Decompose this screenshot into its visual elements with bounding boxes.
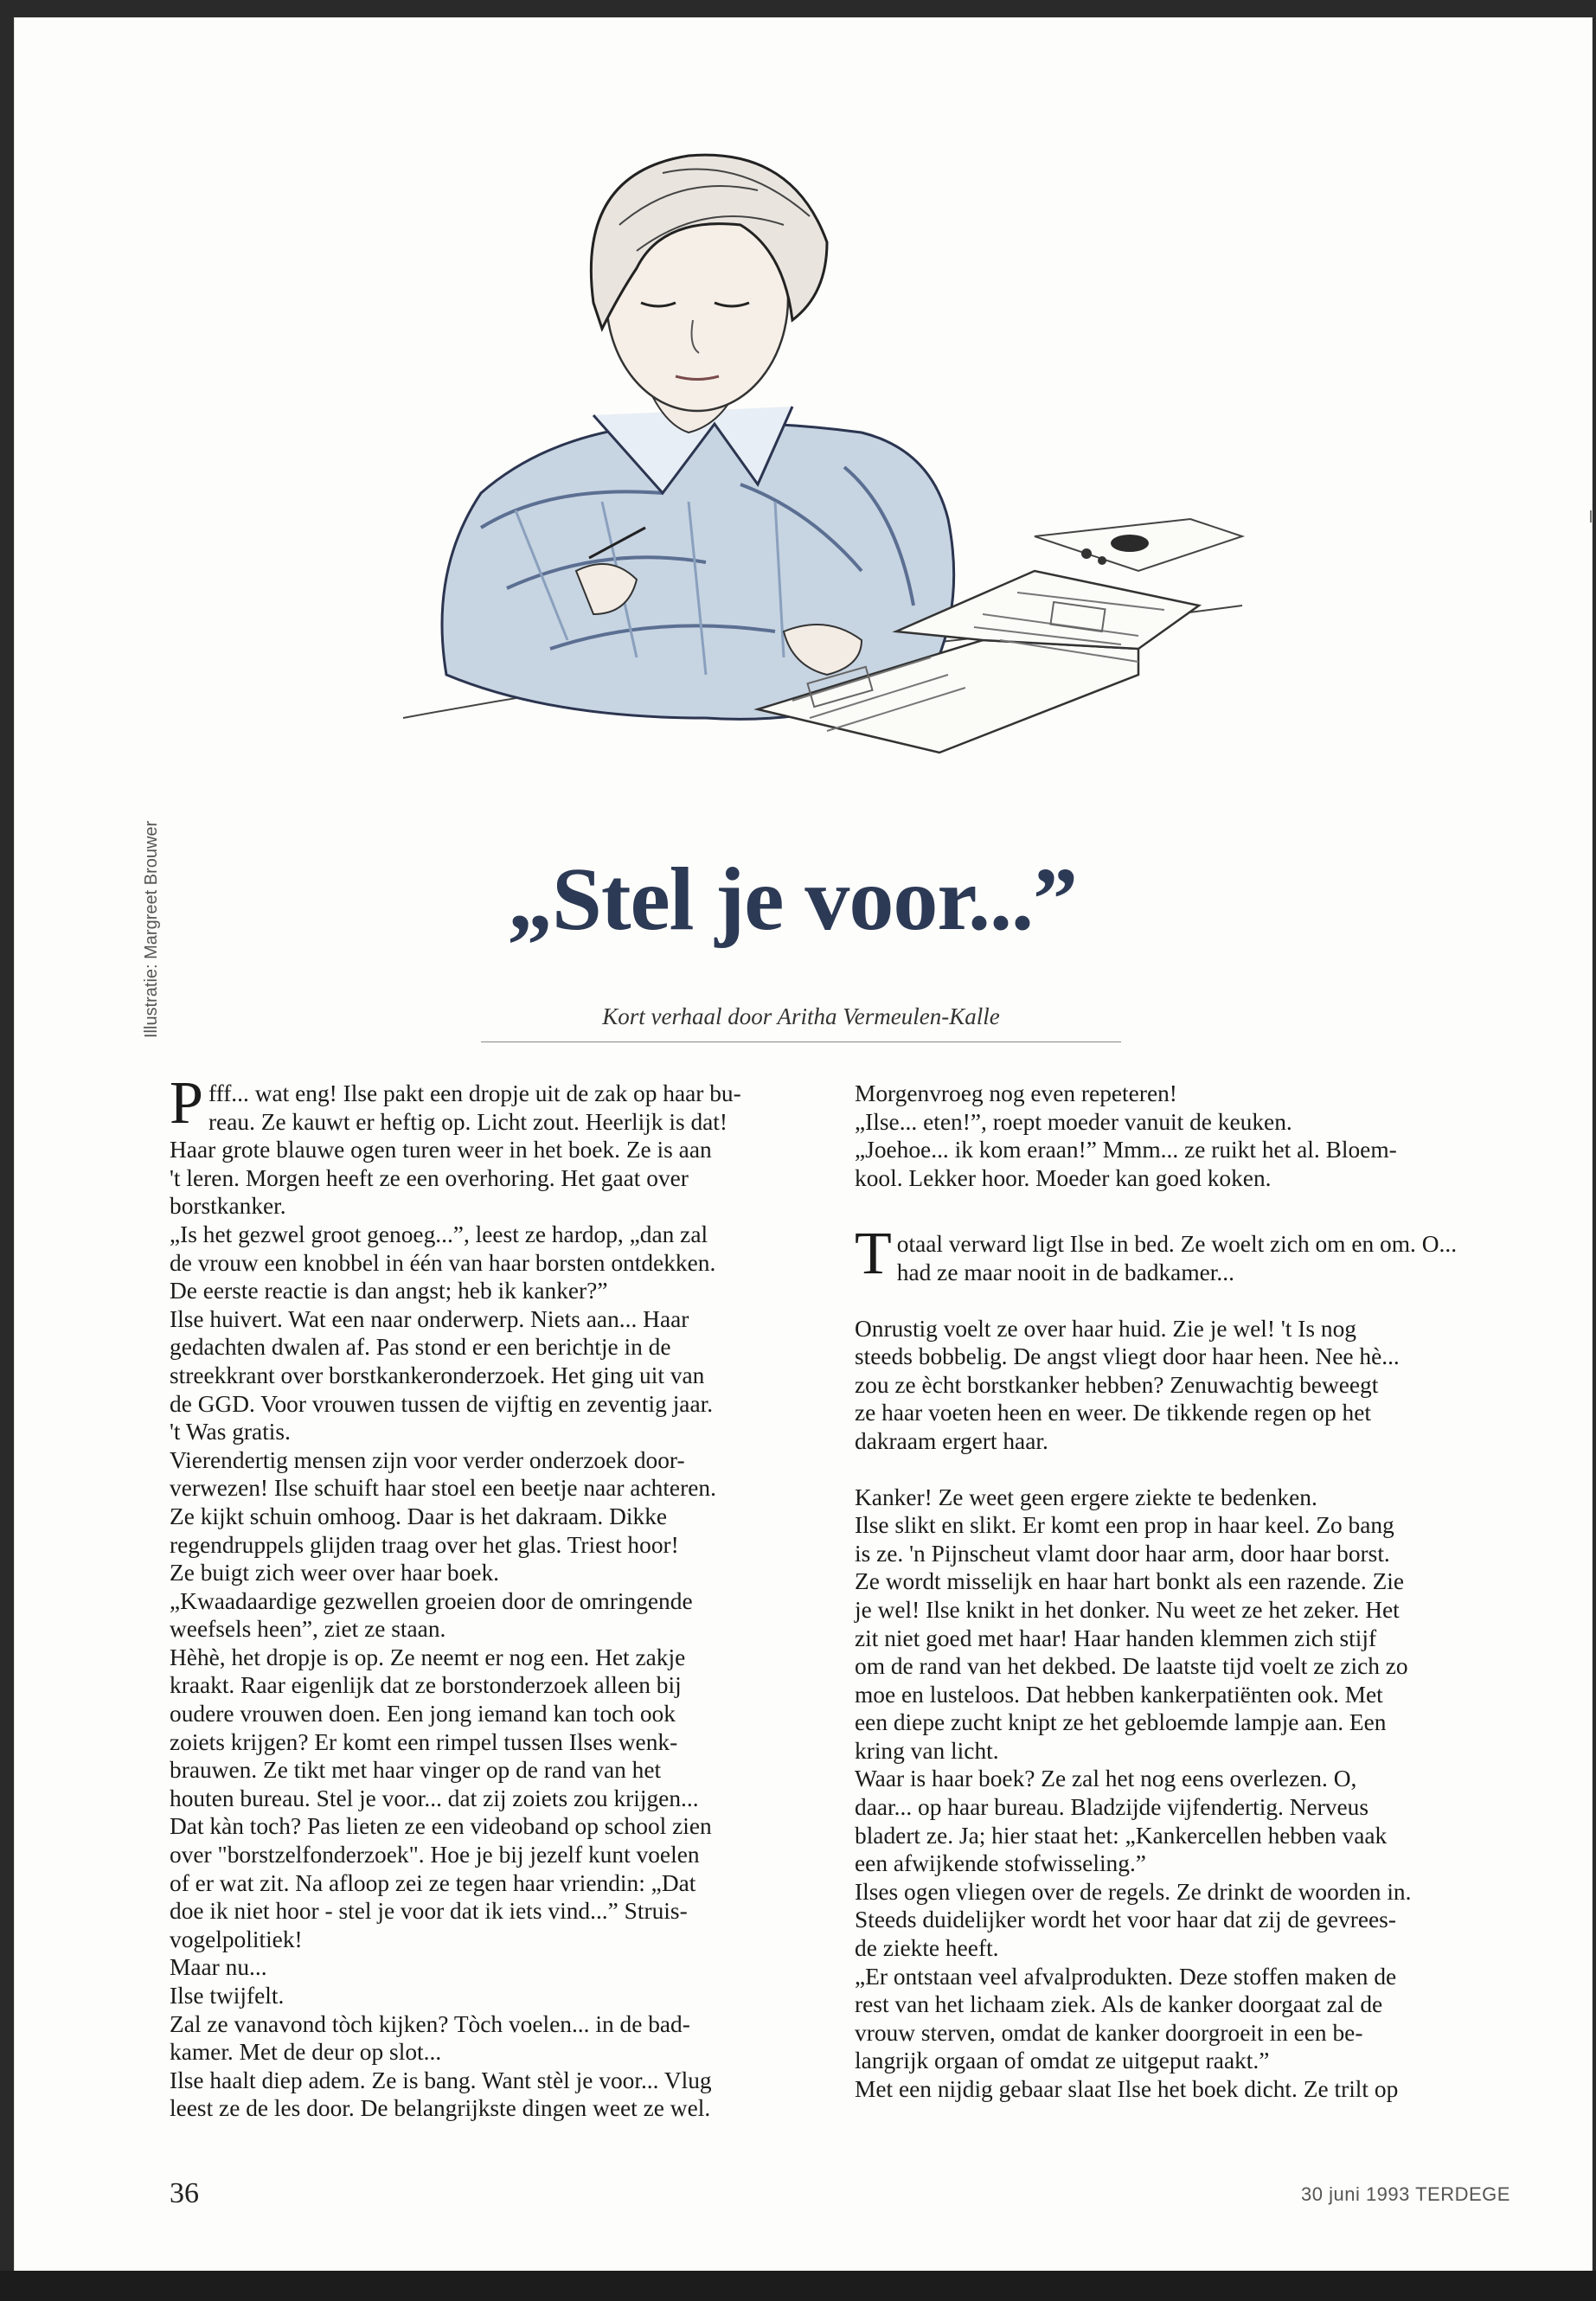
text-line: kool. Lekker hoor. Moeder kan goed koken. xyxy=(855,1164,1272,1191)
text-line: Ze wordt misselijk en haar hart bonkt als een razende. Zie xyxy=(855,1568,1405,1595)
text-line: Kanker! Ze weet geen ergere ziekte te bedenken. xyxy=(855,1484,1317,1510)
text-line: gedachten dwalen af. Pas stond er een berichtje in de xyxy=(170,1334,671,1361)
text-line: streekkrant over borstkankeronderzoek. Het ging uit van xyxy=(170,1362,705,1388)
text-line: „Er ontstaan veel afvalprodukten. Deze stoffen maken de xyxy=(855,1963,1397,1990)
text-line: Vierendertig mensen zijn voor verder onderzoek door- xyxy=(170,1446,685,1473)
section-break-block xyxy=(855,1221,1469,1288)
text-line: ze haar voeten heen en weer. De tikkende regen op het xyxy=(855,1400,1371,1426)
text-line: kraakt. Raar eigenlijk dat ze borstonderzoek alleen bij xyxy=(170,1672,682,1699)
text-line: dakraam ergert haar. xyxy=(855,1427,1048,1454)
text-line: „Kwaadaardige gezwellen groeien door de omringende xyxy=(170,1587,693,1614)
text-line: moe en lusteloos. Dat hebben kankerpatiënten ook. Met xyxy=(855,1681,1383,1708)
text-line: „Joehoe... ik kom eraan!” Mmm... ze ruikt het al. Bloem- xyxy=(855,1137,1397,1163)
text-line: Maar nu... xyxy=(170,1954,267,1981)
left-column xyxy=(170,1070,808,2123)
margin-mark xyxy=(1590,510,1592,522)
text-line: borstkanker. xyxy=(170,1193,286,1220)
text-line: Hèhè, het dropje is op. Ze neemt er nog een. Het zakje xyxy=(170,1644,686,1670)
drop-cap-p: P xyxy=(170,1070,203,1137)
text-line: vogelpolitiek! xyxy=(170,1926,303,1952)
illustration-girl-reading xyxy=(377,121,1251,865)
text-line: de vrouw een knobbel in één van haar borsten ontdekken. xyxy=(170,1249,716,1276)
text-line: of er wat zit. Na afloop zei ze tegen haar vriendin: „Dat xyxy=(170,1869,696,1896)
text-line: Morgenvroeg nog even repeteren! xyxy=(855,1080,1177,1106)
text-line: Ilses ogen vliegen over de regels. Ze drinkt de woorden in. xyxy=(855,1878,1412,1905)
text-line: Steeds duidelijker wordt het voor haar dat zij de gevrees- xyxy=(855,1907,1396,1933)
text-line: vrouw sterven, omdat de kanker doorgroeit in een be- xyxy=(855,2019,1363,2046)
text-line: had ze maar nooit in de badkamer... xyxy=(896,1259,1234,1285)
footer-publication-date: 30 juni 1993 TERDEGE xyxy=(1301,2183,1510,2205)
text-line: Onrustig voelt ze over haar huid. Zie je wel! 't Is nog xyxy=(855,1315,1356,1342)
text-line: om de rand van het dekbed. De laatste tijd voelt ze zich zo xyxy=(855,1653,1408,1680)
text-line: houten bureau. Stel je voor... dat zij zoiets zou krijgen... xyxy=(170,1785,699,1811)
text-line: verwezen! Ilse schuift haar stoel een beetje naar achteren. xyxy=(170,1475,716,1502)
text-line: „Ilse... eten!”, roept moeder vanuit de keuken. xyxy=(855,1108,1292,1135)
text-line: een afwijkende stofwisseling.” xyxy=(855,1850,1146,1877)
text-line: Ze kijkt schuin omhoog. Daar is het dakraam. Dikke xyxy=(170,1503,668,1529)
text-line: zou ze ècht borstkanker hebben? Zenuwachtig beweegt xyxy=(855,1371,1379,1398)
right-column xyxy=(855,1080,1469,2104)
text-line: is ze. 'n Pijnscheut vlamt door haar arm, door haar borst. xyxy=(855,1540,1390,1567)
text-line: Ilse haalt diep adem. Ze is bang. Want stèl je voor... Vlug xyxy=(170,2067,712,2093)
text-line: Ilse twijfelt. xyxy=(170,1983,285,2009)
text-line: rest van het lichaam ziek. Als de kanker doorgaat zal de xyxy=(855,1991,1383,2018)
text-line: een diepe zucht knipt ze het gebloemde lampje aan. Een xyxy=(855,1709,1387,1736)
text-line: langrijk orgaan of omdat ze uitgeput raakt.” xyxy=(855,2048,1270,2074)
text-line: de GGD. Voor vrouwen tussen de vijftig en zeventig jaar. xyxy=(170,1390,714,1417)
text-line: Zal ze vanavond tòch kijken? Tòch voelen... in de bad- xyxy=(170,2010,690,2037)
text-line: oudere vrouwen doen. Een jong iemand kan toch ook xyxy=(170,1701,676,1727)
text-line: „Is het gezwel groot genoeg...”, leest ze hardop, „dan zal xyxy=(170,1221,708,1247)
text-line: Haar grote blauwe ogen turen weer in het boek. Ze is aan xyxy=(170,1137,712,1163)
byline: Kort verhaal door Aritha Vermeulen-Kalle xyxy=(602,1003,1000,1029)
text-line: De eerste reactie is dan angst; heb ik kanker?” xyxy=(170,1278,608,1304)
text-line: over "borstzelfonderzoek". Hoe je bij jezelf kunt voelen xyxy=(170,1842,700,1868)
text-line: zoiets krijgen? Er komt een rimpel tussen Ilses wenk- xyxy=(170,1728,678,1755)
text-line: daar... op haar bureau. Bladzijde vijfendertig. Nerveus xyxy=(855,1794,1368,1821)
text-line: 't leren. Morgen heeft ze een overhoring. Het gaat over xyxy=(170,1164,689,1191)
page-number: 36 xyxy=(170,2177,199,2209)
text-line: Ilse slikt en slikt. Er komt een prop in haar keel. Zo bang xyxy=(855,1512,1394,1539)
text-line: zit niet goed met haar! Haar handen klemmen zich stijf xyxy=(855,1625,1377,1651)
text-line: de ziekte heeft. xyxy=(855,1935,999,1962)
text-line: bladert ze. Ja; hier staat het: „Kankercellen hebben vaak xyxy=(855,1822,1388,1849)
text-line: steeds bobbelig. De angst vliegt door haar heen. Nee hè... xyxy=(855,1343,1400,1370)
text-line: Ilse huivert. Wat een naar onderwerp. Niets aan... Haar xyxy=(170,1305,689,1332)
text-line: Ze buigt zich weer over haar boek. xyxy=(170,1560,500,1586)
text-line: otaal verward ligt Ilse in bed. Ze woelt zich om en om. O... xyxy=(896,1231,1458,1258)
text-line: je wel! Ilse knikt in het donker. Nu weet ze het zeker. Het xyxy=(855,1596,1400,1623)
text-line: kring van licht. xyxy=(855,1737,999,1764)
illustration-credit-text: Illustratie: Margreet Brouwer xyxy=(142,820,161,1038)
text-line: fff... wat eng! Ilse pakt een dropje uit de zak op haar bu- xyxy=(208,1080,741,1106)
text-line: reau. Ze kauwt er heftig op. Licht zout. Heerlijk is dat! xyxy=(208,1108,728,1135)
text-line: Met een nijdig gebaar slaat Ilse het boek dicht. Ze trilt op xyxy=(855,2076,1399,2102)
text-line: doe ik niet hoor - stel je voor dat ik iets vind...” Struis- xyxy=(170,1898,688,1925)
text-line: leest ze de les door. De belangrijkste dingen weet ze wel. xyxy=(170,2095,711,2122)
text-line: Dat kàn toch? Pas lieten ze een videoband op school zien xyxy=(170,1813,712,1840)
text-line: kamer. Met de deur op slot... xyxy=(170,2039,442,2066)
text-line: weefsels heen”, ziet ze staan. xyxy=(170,1616,446,1643)
scan-bottom-edge xyxy=(0,2271,1596,2301)
text-line: Waar is haar boek? Ze zal het nog eens overlezen. O, xyxy=(855,1766,1357,1792)
magazine-page xyxy=(14,17,1593,2273)
story-title: „Stel je voor...” xyxy=(508,849,1077,949)
text-line: 't Was gratis. xyxy=(170,1419,291,1445)
text-line: brauwen. Ze tikt met haar vinger op de rand van het xyxy=(170,1757,662,1784)
drop-cap-t: T xyxy=(855,1221,892,1288)
text-line: regendruppels glijden traag over het glas. Triest hoor! xyxy=(170,1531,679,1558)
